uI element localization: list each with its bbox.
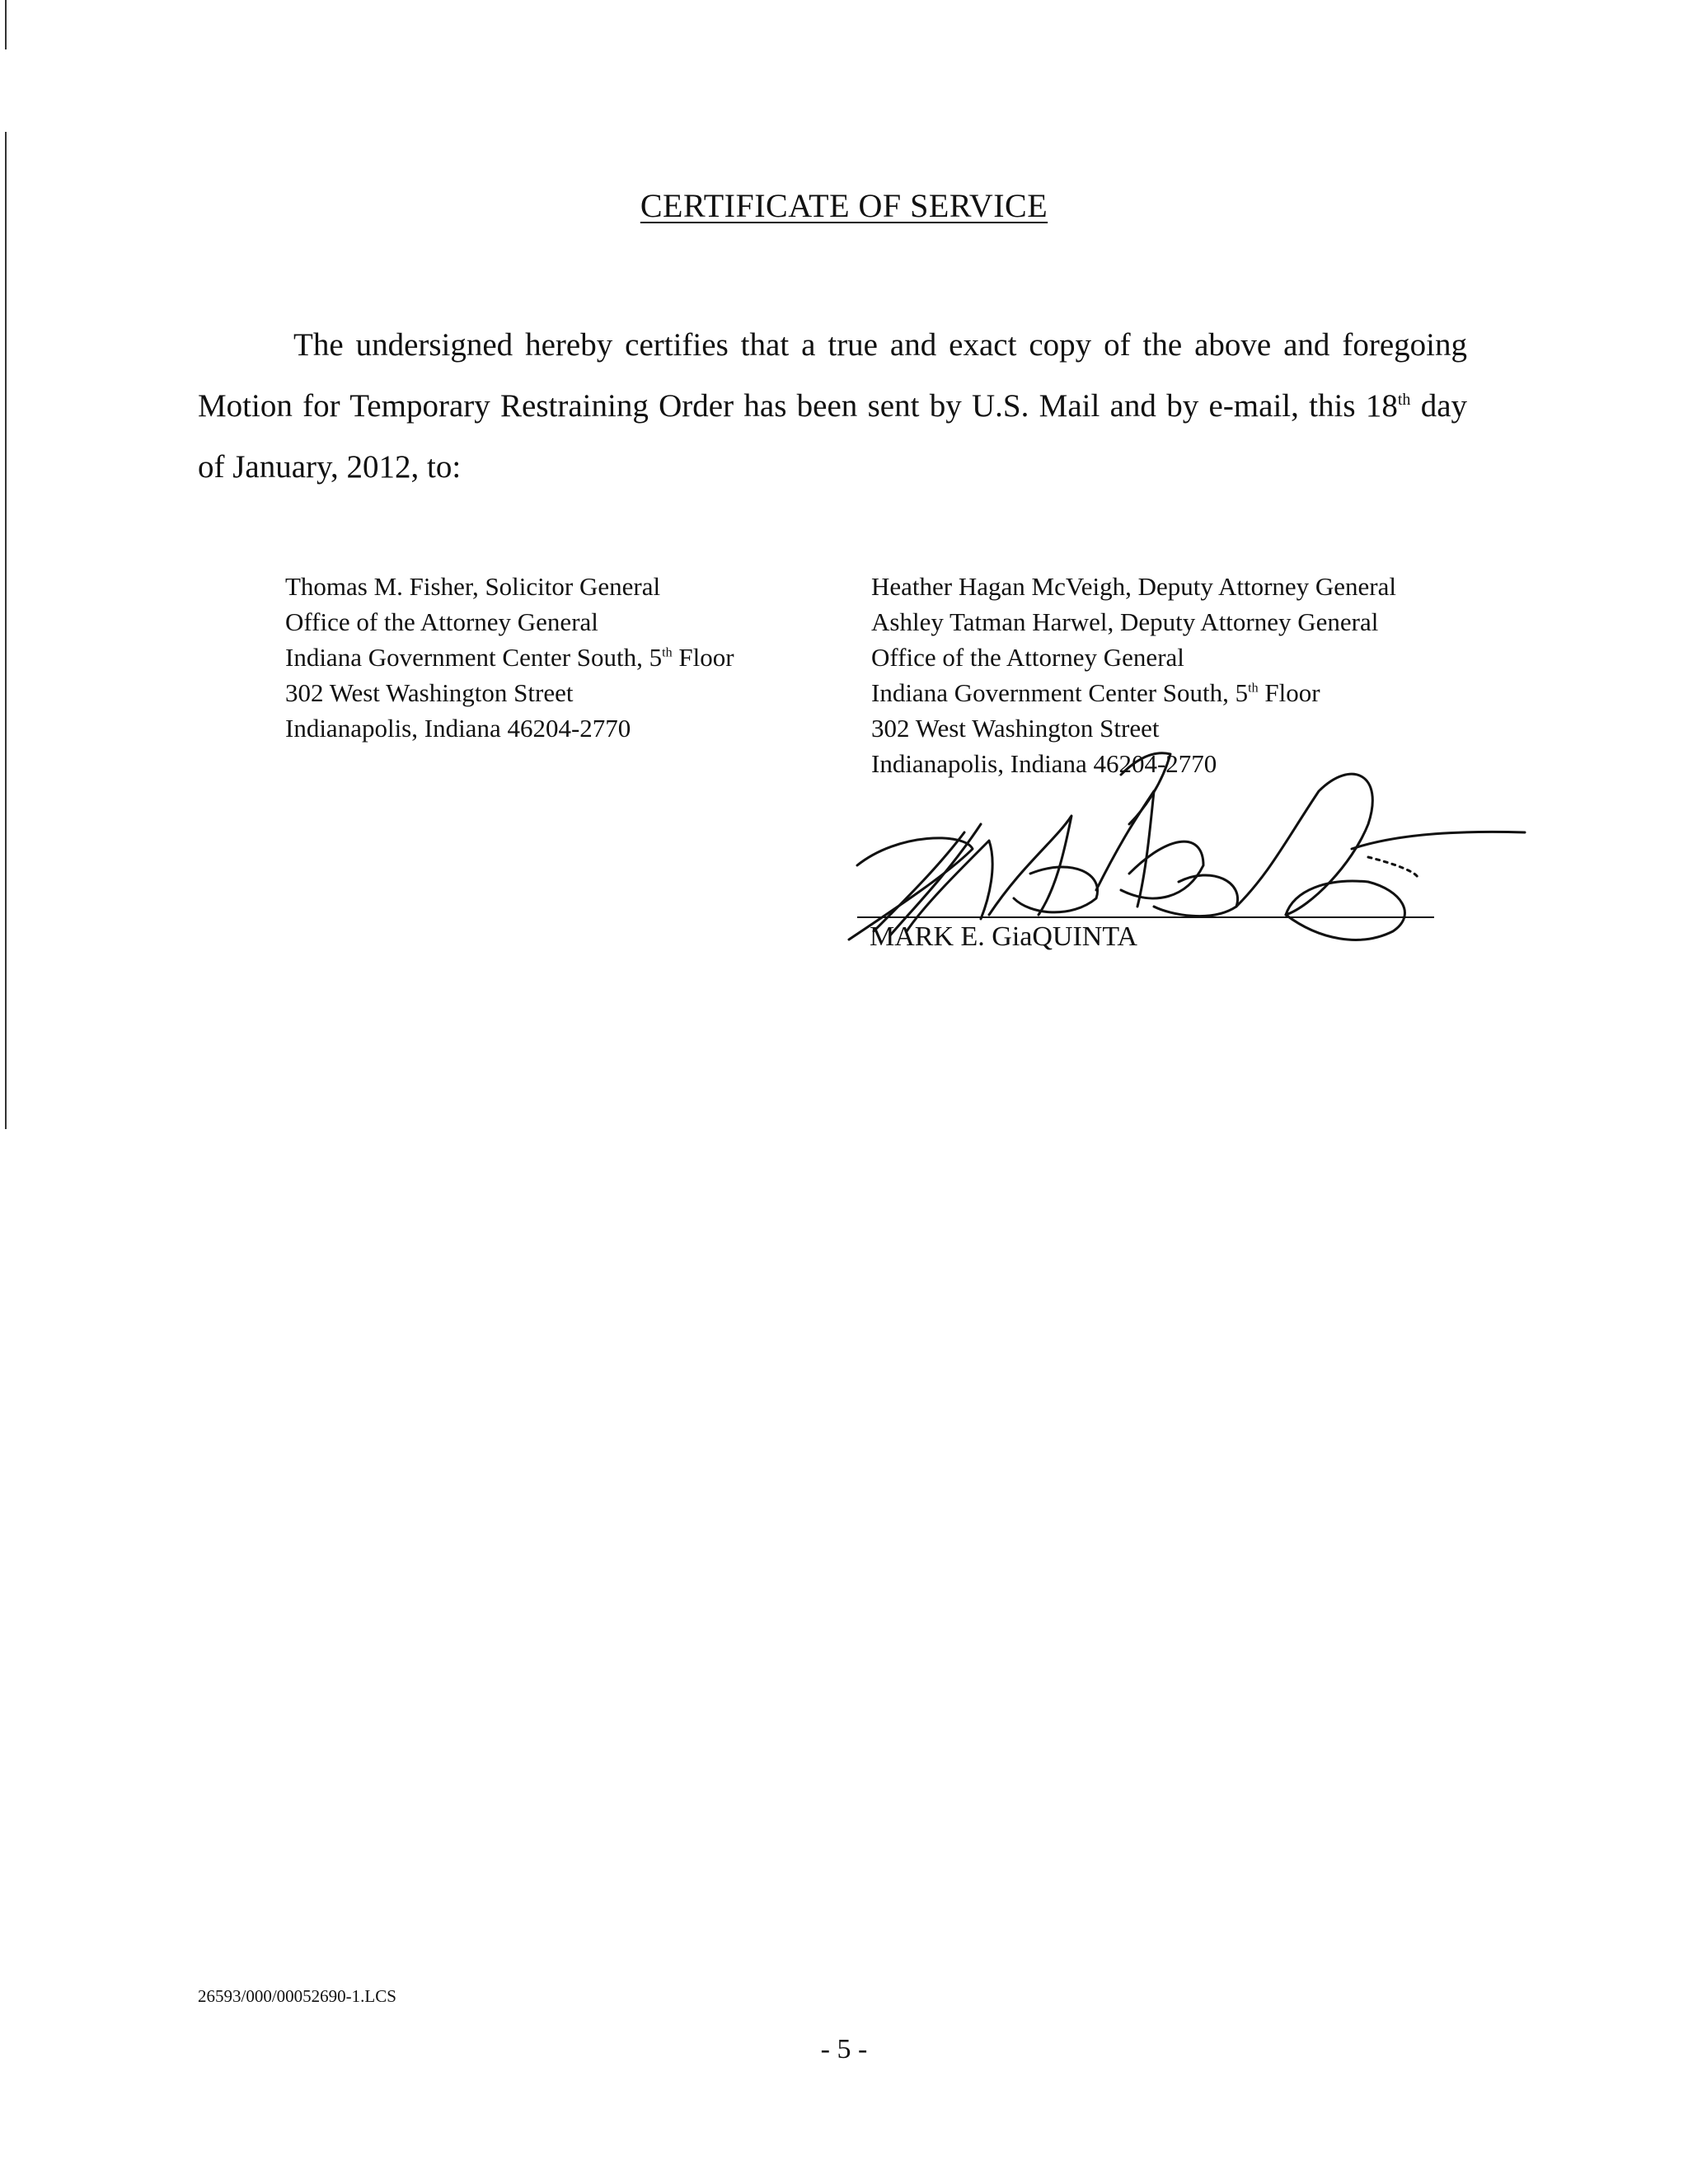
certification-text-2: day of January, 2012, to: (198, 388, 1467, 485)
recipient-name-line: Thomas M. Fisher, Solicitor General (285, 572, 661, 601)
floor-ordinal: th (1248, 681, 1259, 696)
ordinal-suffix: th (1397, 391, 1411, 409)
building-line (285, 640, 734, 675)
city-line: Indianapolis, Indiana 46204-2770 (871, 749, 1217, 778)
recipient-address-left (285, 569, 734, 746)
scan-edge-mark (5, 0, 7, 49)
title-text: CERTIFICATE OF SERVICE (640, 187, 1048, 224)
certification-paragraph (198, 315, 1467, 498)
page-number: - 5 - (820, 2034, 868, 2064)
recipient-name-line: Ashley Tatman Harwel, Deputy Attorney General (871, 607, 1379, 636)
floor-text: Floor (1258, 678, 1320, 707)
floor-text: Floor (672, 643, 734, 672)
certification-text-1: The undersigned hereby certifies that a true and exact copy of the above and foregoing Motion for Temporary Restraining Order has been sent by U.S. Mail and by e-mail, this 18 (198, 327, 1467, 424)
city-line: Indianapolis, Indiana 46204-2770 (285, 714, 631, 743)
building-text: Indiana Government Center South, 5 (285, 643, 663, 672)
document-code: 26593/000/00052690-1.LCS (198, 1986, 396, 2006)
building-text: Indiana Government Center South, 5 (871, 678, 1249, 707)
building-line (871, 675, 1396, 710)
street-line: 302 West Washington Street (871, 714, 1160, 743)
office-line: Office of the Attorney General (871, 643, 1184, 672)
recipient-name-line: Heather Hagan McVeigh, Deputy Attorney General (871, 572, 1396, 601)
scan-edge-mark (5, 132, 7, 1129)
signer-name: MARK E. GiaQUINTA (870, 921, 1137, 952)
document-title (0, 186, 1688, 225)
street-line: 302 West Washington Street (285, 678, 574, 707)
office-line: Office of the Attorney General (285, 607, 598, 636)
floor-ordinal: th (662, 645, 673, 660)
